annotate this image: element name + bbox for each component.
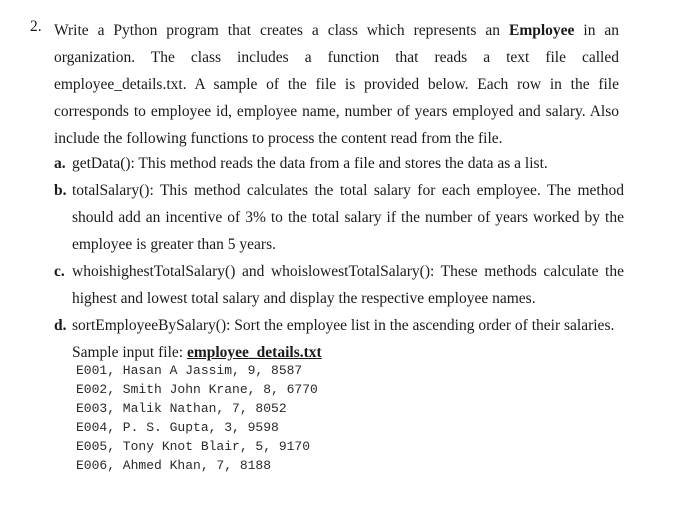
sample-label: Sample input file: bbox=[72, 344, 184, 361]
intro-bold-term: Employee bbox=[509, 22, 575, 39]
list-item-label: b. bbox=[54, 182, 67, 199]
question-paragraph bbox=[54, 17, 619, 152]
sample-row: E001, Hasan A Jassim, 9, 8587 bbox=[76, 363, 303, 378]
list-item-label: c. bbox=[54, 263, 65, 280]
sample-heading bbox=[72, 344, 322, 362]
list-item-text: whoishighestTotalSalary() and whoislowestTotalSalary(): These methods calculate the highest and lowest total salary and display the respective employee names. bbox=[72, 263, 624, 307]
intro-text-rest: in an organization. The class includes a function that reads a text file called employee_details.txt. A sample of the file is provided below. Each row in the file corresponds to employee id, employee name, number of years employed and salary. Also include the following functions to process the content read from the file. bbox=[54, 22, 620, 147]
list-item bbox=[54, 150, 624, 177]
sample-filename: employee_details.txt bbox=[186, 344, 322, 361]
list-item-label: a. bbox=[54, 155, 66, 172]
sample-row: E004, P. S. Gupta, 3, 9598 bbox=[76, 420, 279, 435]
list-item bbox=[54, 258, 624, 312]
list-item-label: d. bbox=[54, 317, 67, 334]
list-item-text: sortEmployeeBySalary(): Sort the employee list in the ascending order of their salaries. bbox=[72, 317, 615, 334]
sample-row: E002, Smith John Krane, 8, 6770 bbox=[76, 382, 318, 397]
sample-row: E005, Tony Knot Blair, 5, 9170 bbox=[76, 439, 311, 454]
method-list bbox=[54, 150, 624, 339]
list-item bbox=[54, 312, 624, 339]
sample-file-content bbox=[76, 361, 318, 475]
list-item bbox=[54, 177, 624, 258]
sample-row: E006, Ahmed Khan, 7, 8188 bbox=[76, 458, 272, 473]
intro-text-start: Write a Python program that creates a class which represents an bbox=[54, 22, 501, 39]
question-number: 2. bbox=[30, 18, 42, 35]
list-item-text: getData(): This method reads the data from a file and stores the data as a list. bbox=[72, 155, 548, 172]
list-item-text: totalSalary(): This method calculates the total salary for each employee. The method should add an incentive of 3% to the total salary if the number of years worked by the employee is greater than 5 years. bbox=[72, 182, 624, 253]
sample-row: E003, Malik Nathan, 7, 8052 bbox=[76, 401, 287, 416]
